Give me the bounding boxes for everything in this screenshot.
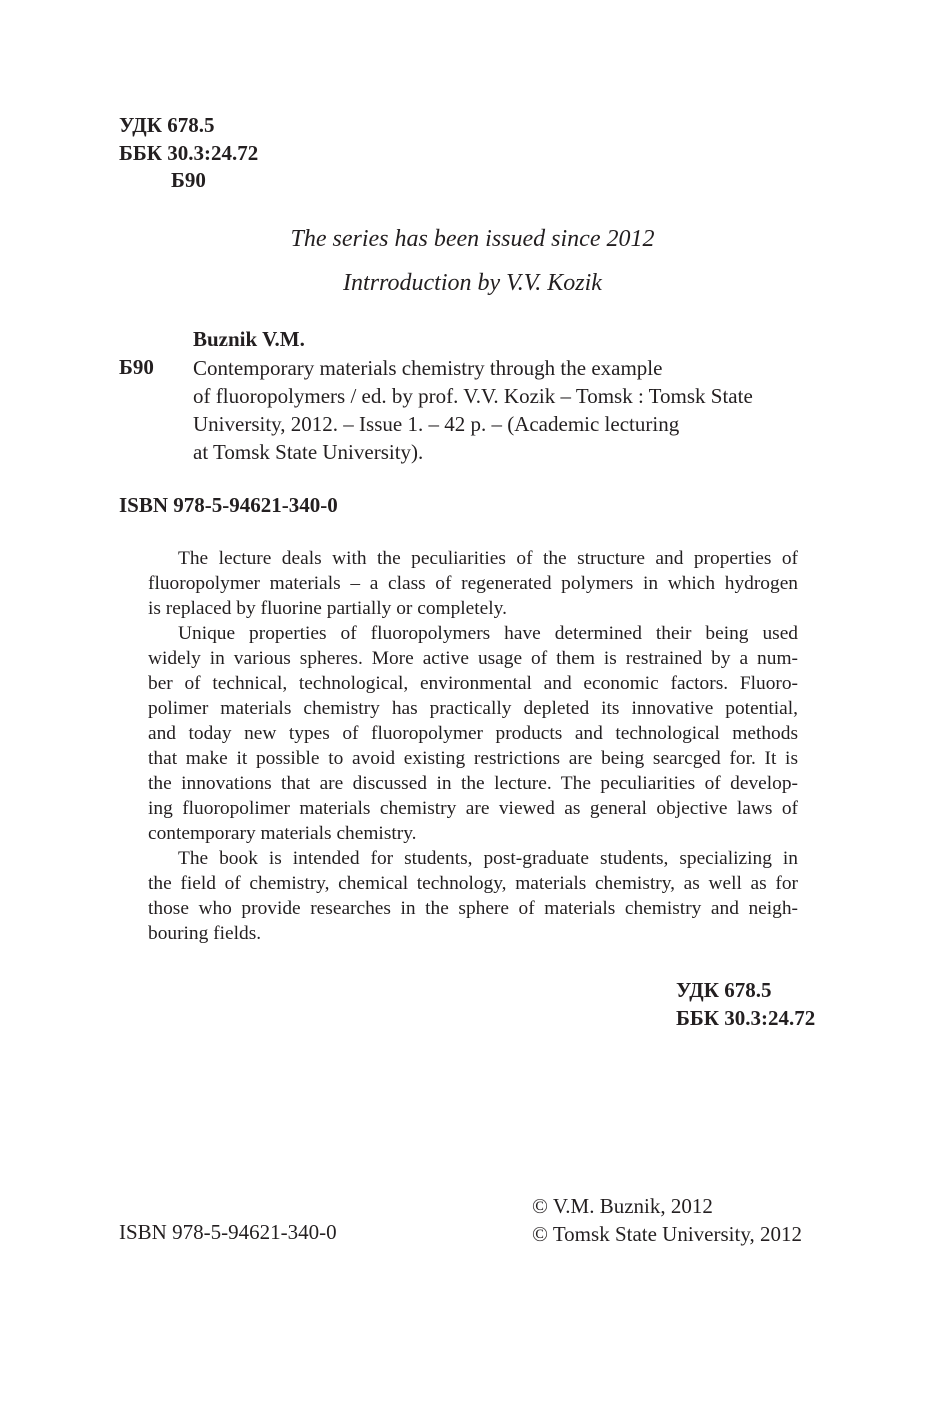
abstract-line: polimer materials chemistry has practically depleted its innovative potential,: [148, 698, 798, 719]
catalog-line: Contemporary materials chemistry through the example: [193, 356, 663, 380]
abstract-line: contemporary materials chemistry.: [148, 823, 417, 844]
abstract-line: ing fluoropolimer materials chemistry are viewed as general objective laws of: [148, 798, 798, 819]
abstract-line: and today new types of fluoropolymer products and technological methods: [148, 723, 798, 744]
abstract-paragraph: [148, 546, 798, 621]
abstract-line: Unique properties of fluoropolymers have determined their being used: [178, 623, 798, 644]
catalog-description: [193, 354, 833, 466]
copyright-line: © V.M. Buznik, 2012: [532, 1194, 713, 1218]
udk-code: УДК 678.5: [676, 978, 772, 1002]
bbk-code: ББК 30.3:24.72: [676, 1006, 816, 1030]
catalog-mark: Б90: [119, 355, 154, 379]
abstract-line: widely in various spheres. More active usage of them is restrained by a num-: [148, 648, 798, 669]
copyright-block: [532, 1192, 802, 1248]
abstract-line: the field of chemistry, chemical technology, materials chemistry, as well as for: [148, 873, 798, 894]
abstract-paragraph: [148, 621, 798, 846]
abstract-line: fluoropolymer materials – a class of regenerated polymers in which hydrogen: [148, 573, 798, 594]
catalog-line: of fluoropolymers / ed. by prof. V.V. Kozik – Tomsk : Tomsk State: [193, 384, 753, 408]
catalog-line: at Tomsk State University).: [193, 440, 424, 464]
copyright-line: © Tomsk State University, 2012: [532, 1222, 802, 1246]
series-note: The series has been issued since 2012: [290, 226, 655, 252]
author-mark: Б90: [171, 168, 206, 192]
abstract-paragraph: [148, 846, 798, 946]
classification-codes-header: [119, 112, 258, 195]
abstract-line: those who provide researches in the sphere of materials chemistry and neigh-: [148, 898, 798, 919]
abstract-line: that make it possible to avoid existing restrictions are being searcged for. It is: [148, 748, 798, 769]
abstract-line: The book is intended for students, post-graduate students, specializing in: [178, 848, 798, 869]
catalog-author: Buznik V.M.: [193, 327, 305, 351]
abstract-line: the innovations that are discussed in the lecture. The peculiarities of develop-: [148, 773, 798, 794]
abstract: [148, 546, 798, 946]
catalog-line: University, 2012. – Issue 1. – 42 p. – (Academic lecturing: [193, 412, 680, 436]
abstract-line: ber of technical, technological, environmental and economic factors. Fluoro-: [148, 673, 798, 694]
classification-codes-footer: [676, 976, 815, 1032]
abstract-line: The lecture deals with the peculiarities of the structure and properties of: [178, 548, 798, 569]
introduction-credit: Intrroduction by V.V. Kozik: [343, 270, 602, 296]
isbn-heading: ISBN 978-5-94621-340-0: [119, 493, 338, 517]
abstract-line: is replaced by fluorine partially or completely.: [148, 598, 507, 619]
isbn-footer: ISBN 978-5-94621-340-0: [119, 1220, 337, 1244]
udk-code: УДК 678.5: [119, 113, 215, 137]
abstract-line: bouring fields.: [148, 923, 262, 944]
bbk-code: ББК 30.3:24.72: [119, 140, 259, 165]
